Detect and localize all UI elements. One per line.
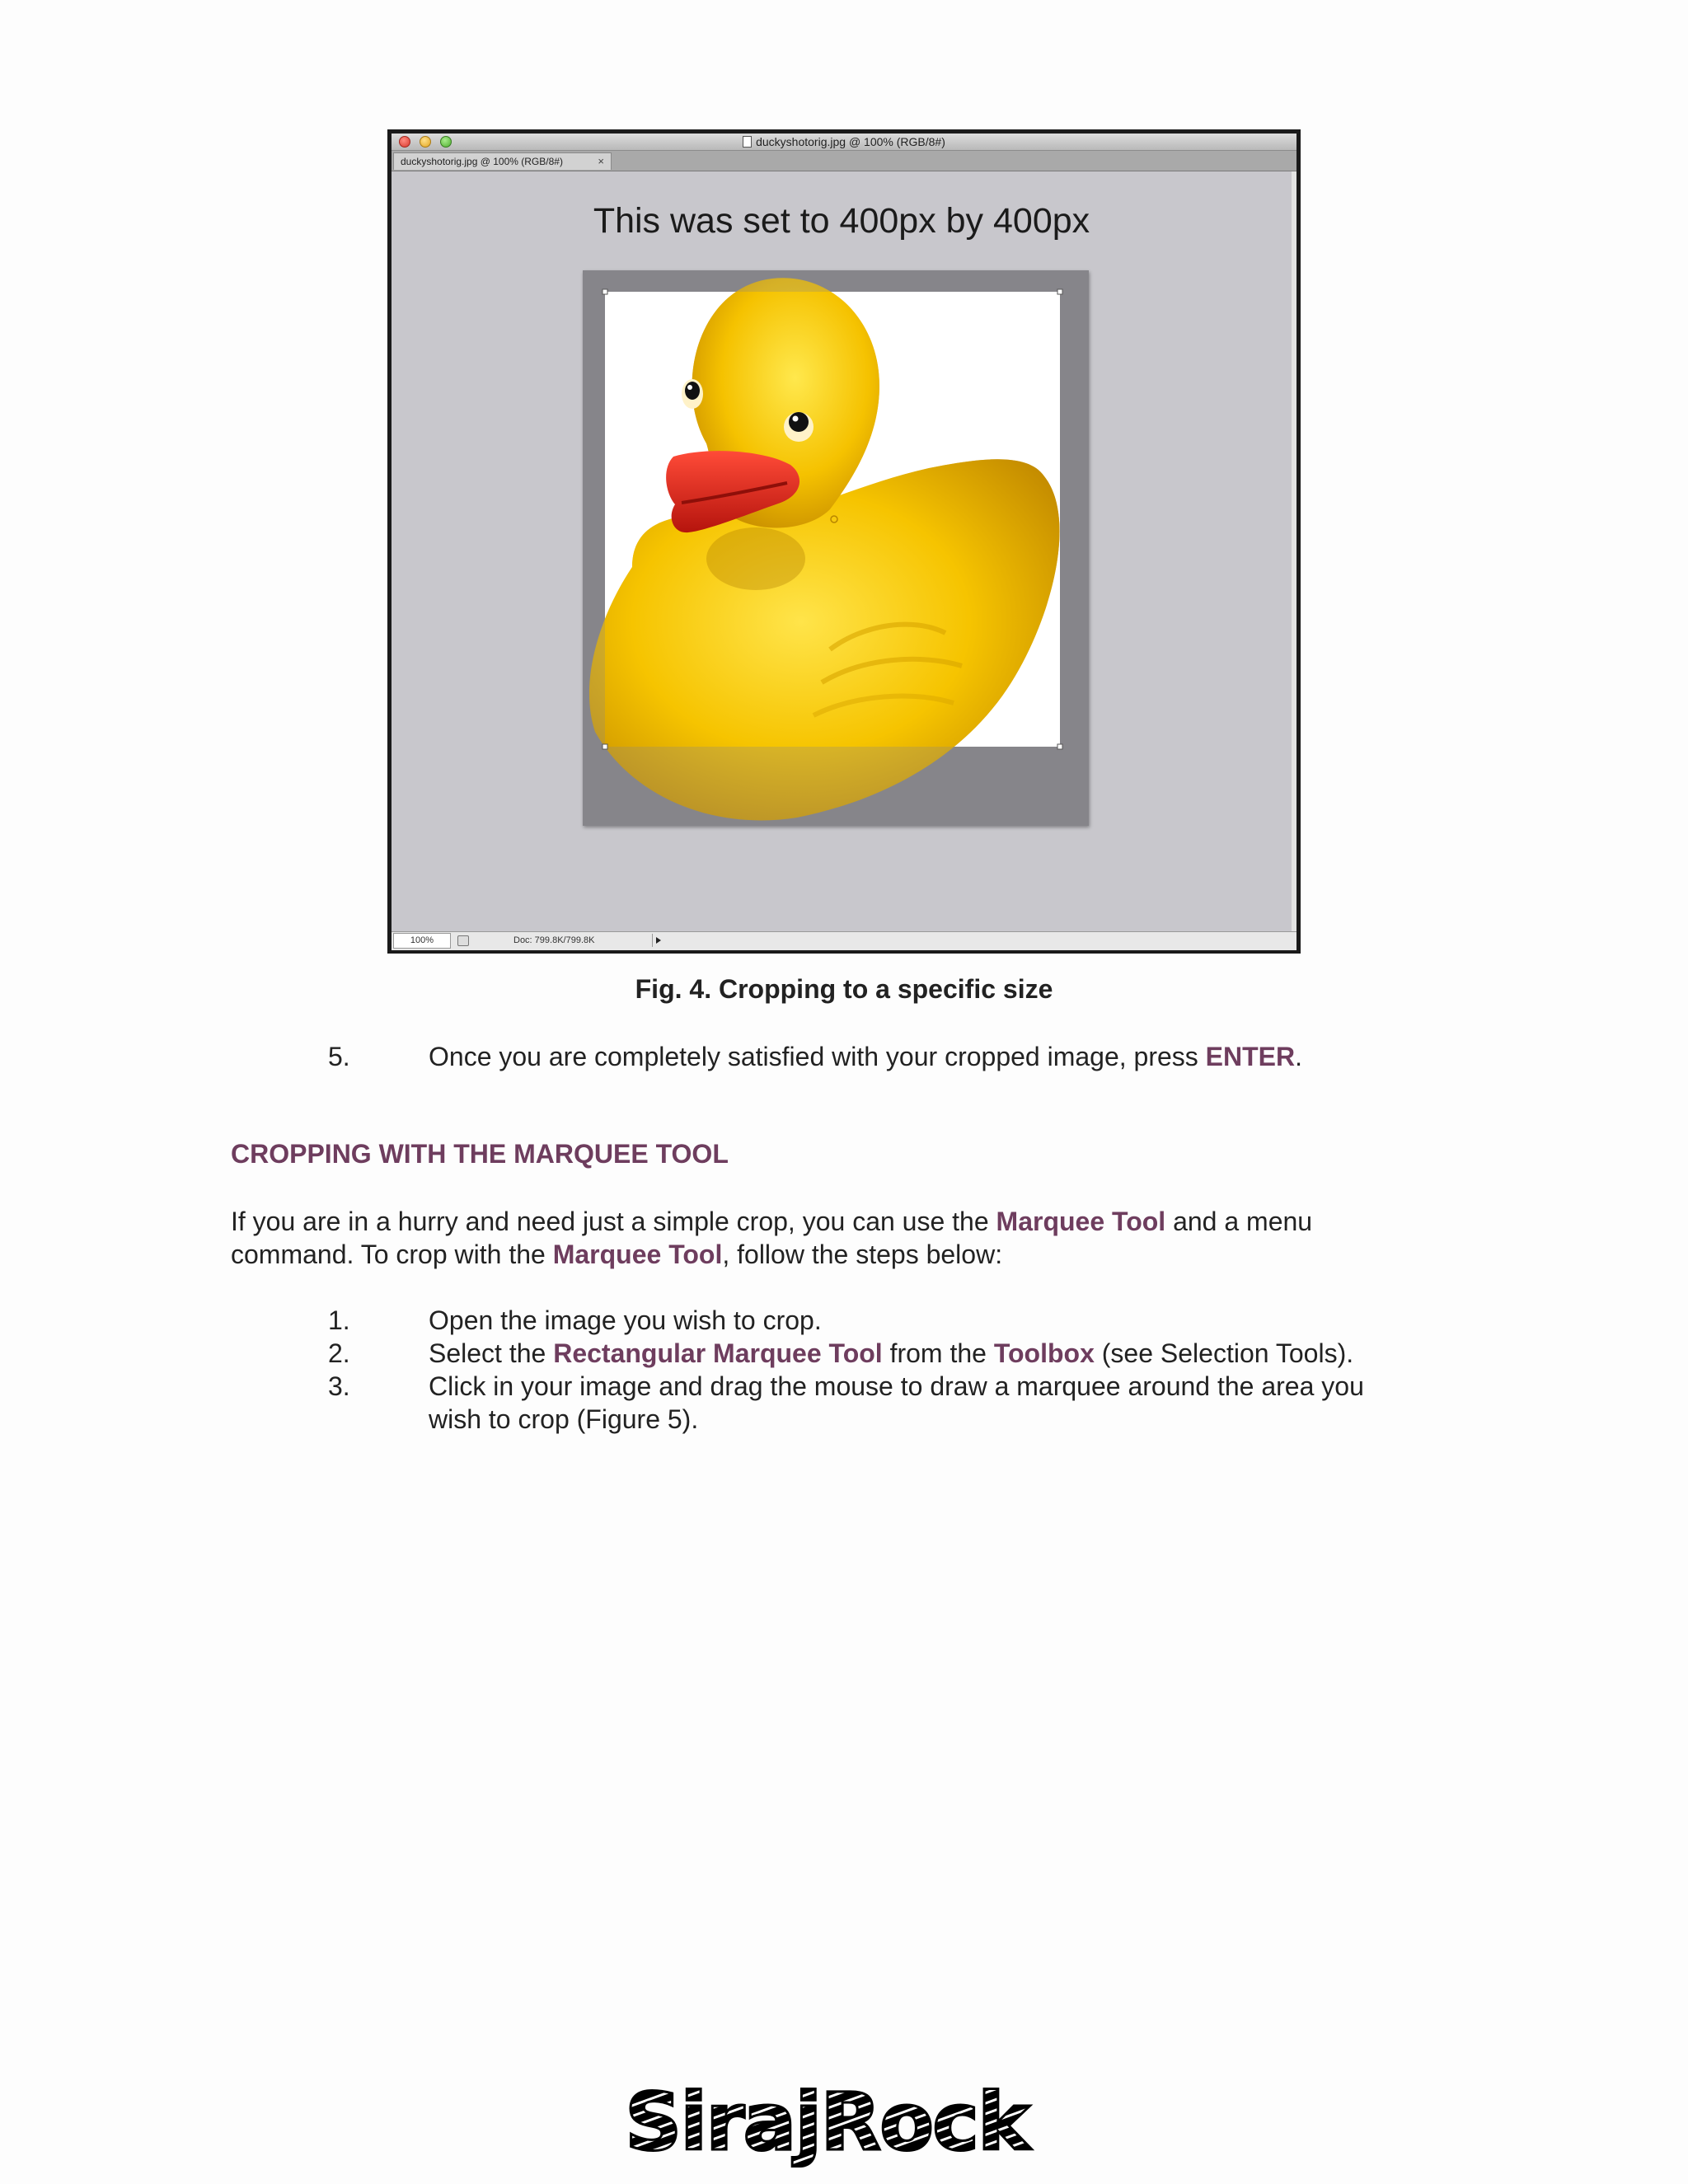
status-bar: [392, 931, 1296, 950]
doc-size-info: Doc: 799.8K/799.8K: [513, 935, 595, 945]
list-item: [429, 1337, 1353, 1370]
list-item-continuation: wish to crop (Figure 5).: [429, 1404, 699, 1434]
vertical-scrollbar[interactable]: [1292, 171, 1296, 931]
list-item-number: 3.: [328, 1371, 350, 1401]
intro-text: , follow the steps below:: [722, 1240, 1003, 1269]
intro-line-1: [231, 1205, 1312, 1238]
marquee-tool-highlight: Marquee Tool: [996, 1207, 1166, 1236]
sirajrock-logo: [592, 2077, 1062, 2168]
step-text-end: .: [1295, 1042, 1303, 1071]
document-icon: [743, 136, 752, 148]
intro-text: If you are in a hurry and need just a simple crop, you can use the: [231, 1207, 996, 1236]
photoshop-window-screenshot: [387, 129, 1301, 954]
list-item: Click in your image and drag the mouse to draw a marquee around the area you: [429, 1371, 1364, 1401]
zoom-level-field[interactable]: 100%: [393, 933, 451, 949]
document-canvas[interactable]: [583, 270, 1089, 826]
document-tab-bar: [392, 151, 1296, 171]
intro-text: command. To crop with the: [231, 1240, 553, 1269]
step-text: [429, 1040, 1302, 1073]
window-title: [392, 134, 1296, 150]
list-item-text: Select the: [429, 1338, 554, 1368]
canvas-caption: This was set to 400px by 400px: [593, 201, 1090, 241]
rubber-duck-image: [583, 270, 1089, 826]
toolbox-highlight: Toolbox: [993, 1338, 1095, 1368]
status-menu-arrow-icon[interactable]: [652, 934, 663, 947]
list-item: Open the image you wish to crop.: [429, 1305, 822, 1335]
intro-text: and a menu: [1165, 1207, 1313, 1236]
status-icon[interactable]: [457, 935, 469, 946]
intro-line-2: [231, 1238, 1002, 1271]
list-item-text: (see Selection Tools).: [1094, 1338, 1354, 1368]
tab-close-icon[interactable]: ×: [598, 155, 604, 167]
canvas-area: [392, 171, 1292, 931]
window-title-text: duckyshotorig.jpg @ 100% (RGB/8#): [756, 135, 945, 148]
step-text-part: Once you are completely satisfied with your cropped image, press: [429, 1042, 1206, 1071]
marquee-tool-highlight: Marquee Tool: [552, 1240, 723, 1269]
document-tab-label: duckyshotorig.jpg @ 100% (RGB/8#): [401, 156, 563, 167]
list-item-text: from the: [882, 1338, 994, 1368]
list-item-number: 1.: [328, 1305, 350, 1335]
document-tab[interactable]: [393, 152, 612, 170]
rectangular-marquee-tool-highlight: Rectangular Marquee Tool: [553, 1338, 883, 1368]
enter-key-highlight: ENTER: [1205, 1042, 1296, 1071]
logo-text: SirajRock: [625, 2077, 1029, 2168]
list-item-number: 2.: [328, 1338, 350, 1368]
figure-caption: Fig. 4. Cropping to a specific size: [635, 974, 1053, 1004]
step-number: 5.: [328, 1042, 350, 1071]
section-heading: CROPPING WITH THE MARQUEE TOOL: [231, 1139, 729, 1169]
